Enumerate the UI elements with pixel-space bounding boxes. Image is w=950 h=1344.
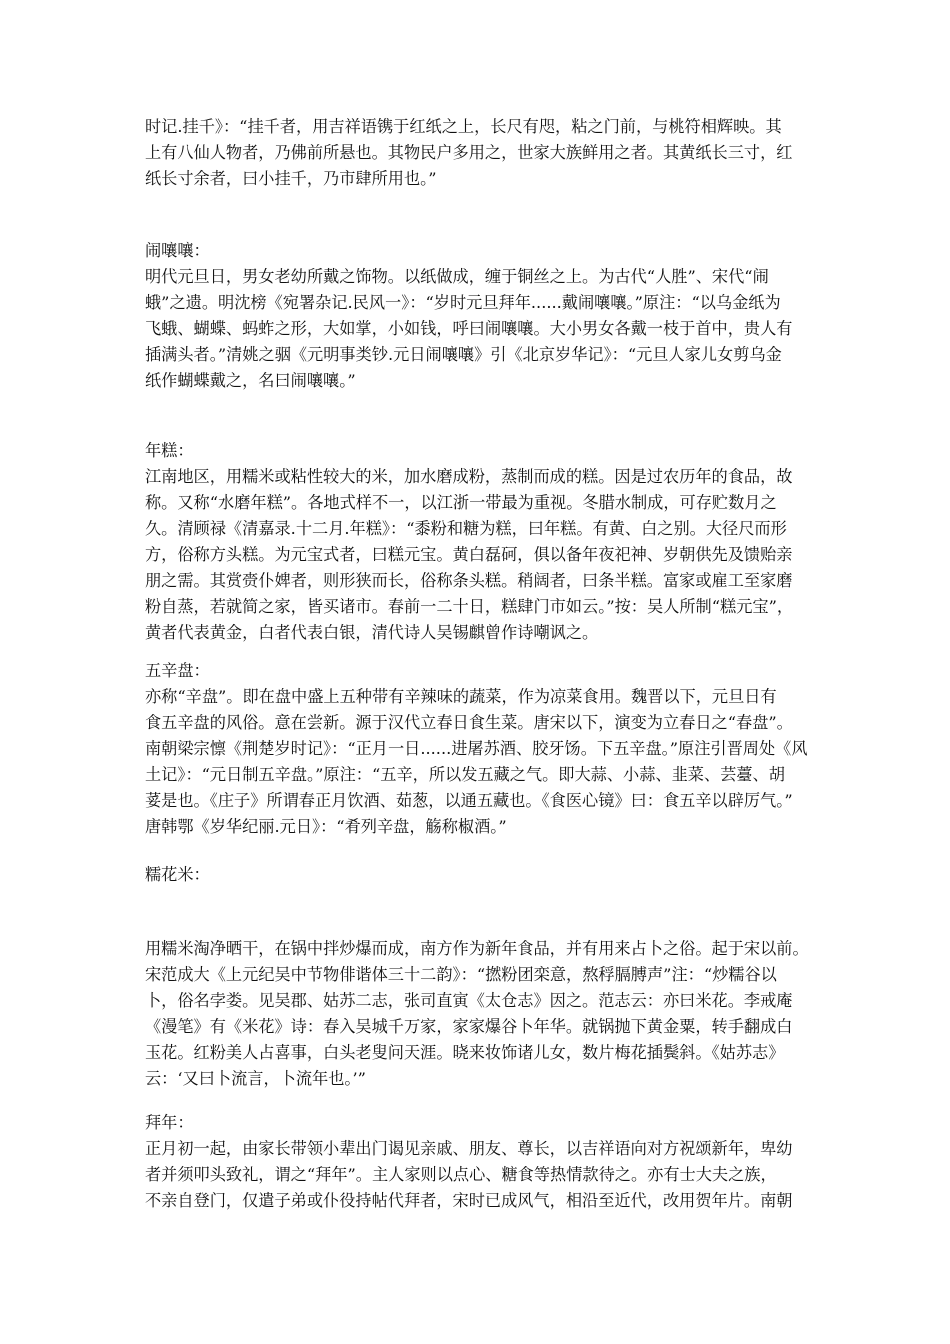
text-line: 土记》：“元日制五辛盘。”原注：“五辛，所以发五藏之气。即大蒜、小蒜、韭菜、芸薹、胡: [145, 765, 785, 784]
text-line: 亦称“辛盘”。即在盘中盛上五种带有辛辣味的蔬菜，作为凉菜食用。魏晋以下，元旦日有: [145, 687, 777, 706]
text-line: 插满头者。”清姚之骃《元明事类钞.元日闹嚷嚷》引《北京岁华记》：“元旦人家儿女剪乌金: [145, 345, 782, 364]
text-line: 方，俗称方头糕。为元宝式者，曰糕元宝。黄白磊砢，俱以备年夜祀神、岁朝供先及馈贻亲: [145, 545, 793, 564]
text-line: 者并须叩头致礼，谓之“拜年”。主人家则以点心、糖食等热情款待之。亦有士大夫之族，: [145, 1165, 777, 1184]
text-line: 明代元旦日，男女老幼所戴之饰物。以纸做成，缠于铜丝之上。为古代“人胜”、宋代“闹: [145, 267, 769, 286]
text-line: 黄者代表黄金，白者代表白银，清代诗人吴锡麒曾作诗嘲讽之。: [145, 623, 599, 642]
text-line: 唐韩鄂《岁华纪丽.元日》：“肴列辛盘，觞称椒酒。”: [145, 817, 507, 836]
text-line: 纸长寸余者，曰小挂千，乃市肆所用也。”: [145, 169, 437, 188]
text-line: 卜，俗名孛娄。见吴郡、姑苏二志，张司直寅《太仓志》因之。范志云：亦曰米花。李戒庵: [145, 991, 793, 1010]
text-line: 蛾”之遗。明沈榜《宛署杂记.民风一》：“岁时元旦拜年......戴闹嚷嚷。”原注：“以乌金纸为: [145, 293, 781, 312]
text-line: 食五辛盘的风俗。意在尝新。源于汉代立春日食生菜。唐宋以下，演变为立春日之“春盘”。: [145, 713, 793, 732]
section-nuohuami-heading: [145, 862, 810, 888]
section-heading: 闹嚷嚷：: [145, 241, 210, 260]
text-line: 《漫笔》有《米花》诗：春入吴城千万家，家家爆谷卜年华。就锅抛下黄金粟，转手翻成白: [145, 1017, 793, 1036]
section-naorangrang: [145, 238, 810, 394]
text-line: 纸作蝴蝶戴之，名曰闹嚷嚷。”: [145, 371, 356, 390]
section-heading: 年糕：: [145, 441, 194, 460]
section-guaqian-continued: [145, 114, 810, 192]
section-heading: 五辛盘：: [145, 661, 210, 680]
text-line: 朋之需。其赏赍仆婢者，则形狭而长，俗称条头糕。稍阔者，曰条半糕。富家或雇工至家磨: [145, 571, 793, 590]
text-line: 云：‘又曰卜流言，卜流年也。’”: [145, 1069, 366, 1088]
section-bainian: [145, 1110, 810, 1214]
text-line: 时记.挂千》：“挂千者，用吉祥语镌于红纸之上，长尺有咫，粘之门前，与桃符相辉映。其: [145, 117, 782, 136]
section-wuxinpan: [145, 658, 810, 840]
text-line: 称。又称“水磨年糕”。各地式样不一，以江浙一带最为重视。冬腊水制成，可存贮数月之: [145, 493, 777, 512]
text-line: 荽是也。《庄子》所谓春正月饮酒、茹葱，以通五藏也。《食医心镜》曰：食五辛以辟厉气。”: [145, 791, 793, 810]
text-line: 久。清顾禄《清嘉录.十二月.年糕》：“黍粉和糖为糕，曰年糕。有黄、白之别。大径尺而形: [145, 519, 787, 538]
text-line: 用糯米淘净晒干，在锅中拌炒爆而成，南方作为新年食品，并有用来占卜之俗。起于宋以前。: [145, 939, 809, 958]
text-line: 不亲自登门，仅遣子弟或仆役持帖代拜者，宋时已成风气，相沿至近代，改用贺年片。南朝: [145, 1191, 793, 1210]
text-line: 玉花。红粉美人占喜事，白头老叟问天涯。晓来妆饰诸儿女，数片梅花插鬓斜。《姑苏志》: [145, 1043, 785, 1062]
section-nuohuami-body: [145, 936, 810, 1092]
text-line: 飞蛾、蝴蝶、蚂蚱之形，大如掌，小如钱，呼曰闹嚷嚷。大小男女各戴一枝于首中，贵人有: [145, 319, 793, 338]
text-line: 上有八仙人物者，乃佛前所悬也。其物民户多用之，世家大族鲜用之者。其黄纸长三寸，红: [145, 143, 793, 162]
text-line: 正月初一起，由家长带领小辈出门谒见亲戚、朋友、尊长，以吉祥语向对方祝颂新年，卑幼: [145, 1139, 793, 1158]
text-line: 粉自蒸，若就简之家，皆买诸市。春前一二十日，糕肆门市如云。”按：吴人所制“糕元宝”，: [145, 597, 794, 616]
section-heading: 拜年：: [145, 1113, 194, 1132]
text-line: 南朝梁宗懔《荆楚岁时记》：“正月一日......进屠苏酒、胶牙饧。下五辛盘。”原注引晋周处《风: [145, 739, 808, 758]
section-niangao: [145, 438, 810, 646]
text-line: 江南地区，用糯米或粘性较大的米，加水磨成粉，蒸制而成的糕。因是过农历年的食品，故: [145, 467, 793, 486]
text-line: 宋范成大《上元纪吴中节物俳谐体三十二韵》：“撚粉团栾意，熬稃膈膊声”注：“炒糯谷以: [145, 965, 777, 984]
section-heading: 糯花米：: [145, 865, 210, 884]
